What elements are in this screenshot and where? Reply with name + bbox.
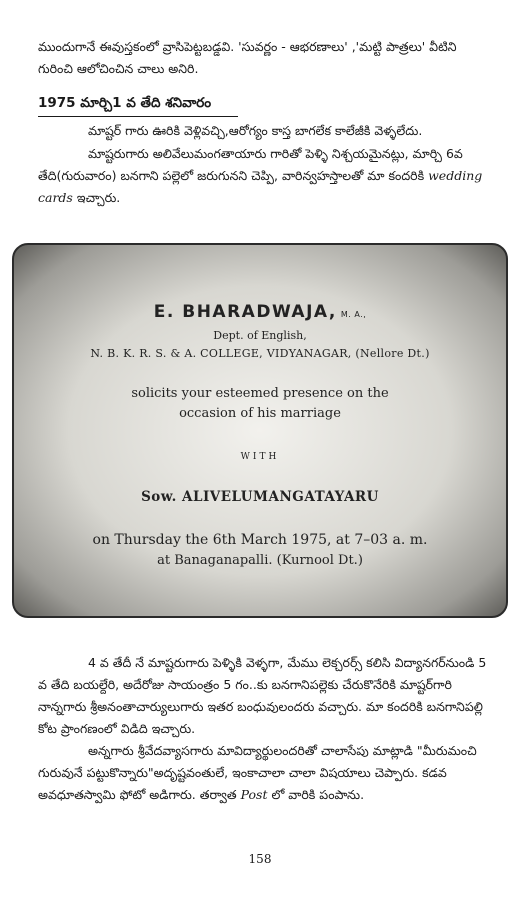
wedding-cards-text-start: మాష్టరుగారు అలివేలుమంగతాయారు గారితో పెళ్ళి నిశ్చయమైనట్లు, మార్చి 6వ తేది(గురువారం) బనగాని పల్లెలో జరుగునని చెప్పి, వారిన్వహస్తాలతో మా కందరికి bbox=[38, 146, 463, 183]
solicits-line: solicits your esteemed presence on the bbox=[131, 386, 389, 401]
travel-paragraph: 4 వ తేదీ నే మాష్టరుగారు పెళ్ళికి వెళ్ళగా, మేము లెక్చరర్స్ కలిసి విద్యానగర్‌నుండి 5 వ తేది బయల్దేరి, అదేరోజు సాయంత్రం 5 గం..కు బనగానిపల్లెకు చేరుకొనేరికి మాష్టర్‌గారి నాన్నగారు శ్రీఅనంతాచార్యులుగారు ఇతర బంధువులందరు వచ్చారు. మా కందరికి బనగానిపల్లి కోట ప్రాంగణంలో విడిది ఇచ్చారు. bbox=[38, 655, 487, 736]
heading-underline bbox=[38, 116, 238, 117]
wedding-date: on Thursday the 6th March 1975, at 7–03 a. m. bbox=[92, 532, 428, 548]
intro-paragraph: ముందుగానే ఈవుస్తకంలో వ్రాసిపెట్టబడ్డవి. 'సువర్ణం - ఆభరణాలు' ,'మట్టి పాత్రలు' వీటిని గురించి ఆలోచించిన చాలు అనిరి. bbox=[38, 39, 457, 76]
master-health-paragraph: మాష్టర్ గారు ఊరికి వెళ్లివచ్చి,ఆరోగ్యం కాస్త బాగలేక కాలేజీకి వెళ్ళలేదు. bbox=[88, 123, 423, 138]
date-heading: 1975 మార్చి1 వ తేది శనివారం bbox=[38, 95, 212, 111]
wedding-cards-paragraph bbox=[38, 143, 496, 209]
groom-name: E. BHARADWAJA, bbox=[153, 302, 337, 322]
department-line: Dept. of English, bbox=[213, 329, 307, 342]
page-number: 158 bbox=[248, 852, 272, 866]
groom-name-line bbox=[14, 302, 506, 322]
post-english-word: Post bbox=[240, 787, 268, 802]
brother-visit-paragraph bbox=[38, 740, 496, 806]
wedding-place: at Banaganapalli. (Kurnool Dt.) bbox=[157, 553, 363, 568]
wedding-invitation-card bbox=[12, 243, 508, 618]
bride-name: Sow. ALIVELUMANGATAYARU bbox=[141, 489, 379, 505]
wedding-cards-text-end: ఇచ్చారు. bbox=[76, 190, 121, 205]
with-line: WITH bbox=[240, 452, 280, 462]
wedding-cards-english: wedding cards bbox=[38, 168, 483, 205]
occasion-line: occasion of his marriage bbox=[179, 406, 341, 421]
brother-visit-text-end: లో వారికి పంపాను. bbox=[271, 787, 365, 802]
college-line: N. B. K. R. S. & A. COLLEGE, VIDYANAGAR, (Nellore Dt.) bbox=[90, 347, 430, 360]
groom-degree: M. A., bbox=[340, 310, 367, 319]
brother-visit-text-start: అన్నగారు శ్రీవేదవ్యాసగారు మావిద్యార్థులందరితో చాలాసేపు మాట్లాడి "మీరుమంచి గురువునే పట్టుకొన్నారు"అదృష్టవంతులే, ఇంకాచాలా చాలా విషయాలు చెప్పారు. కడవ అవధూతస్వామి ఫోటో అడిగారు. తర్వాత bbox=[38, 743, 477, 802]
